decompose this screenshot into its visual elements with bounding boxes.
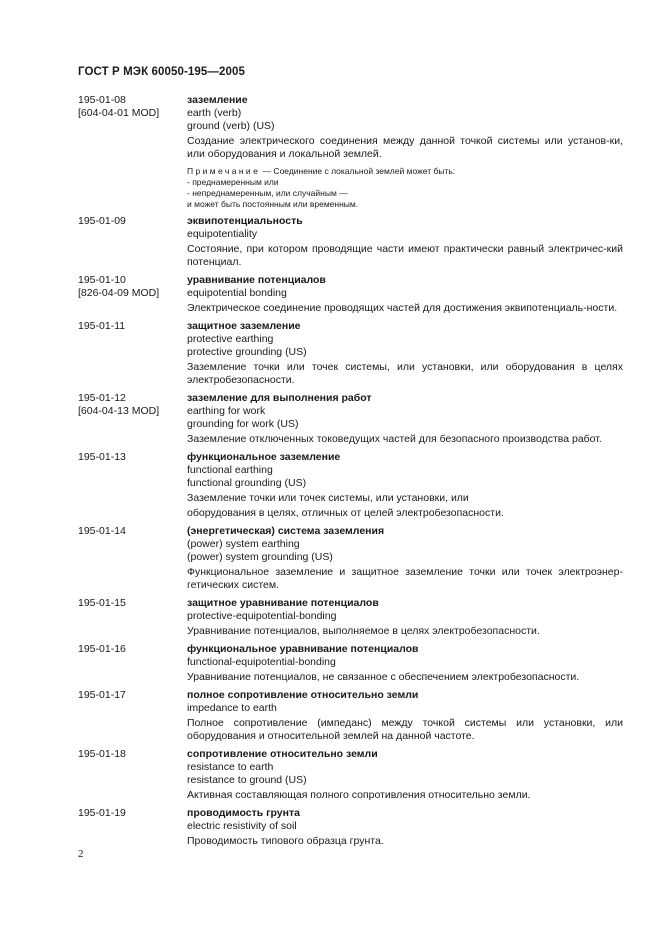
term-codes [78,94,186,120]
term-definition: Электрическое соединение проводящих частей для достижения эквипотенциаль-ности. [187,302,618,314]
term-codes [78,392,186,418]
term-title: полное сопротивление относительно земли [187,689,419,701]
term-ref-code: [604-04-01 MOD] [78,107,160,119]
term-entry [78,689,623,743]
term-codes [78,689,186,702]
term-code: 195-01-15 [78,597,126,609]
term-title: функциональное уравнивание потенциалов [187,643,419,655]
term-entry [78,94,623,210]
term-synonym: functional earthing [187,464,273,476]
term-synonym: (power) system grounding (US) [187,551,333,563]
term-title: (энергетическая) система заземления [187,525,385,537]
term-synonym: resistance to ground (US) [187,774,307,786]
terms-list [78,94,623,853]
term-entry [78,748,623,802]
term-definition: Активная составляющая полного сопротивления относительно земли. [187,789,531,801]
term-definition: Заземление отключенных токоведущих частей для безопасного производства работ. [187,433,602,445]
term-synonym: protective-equipotential-bonding [187,610,337,622]
term-code: 195-01-16 [78,643,126,655]
term-code: 195-01-08 [78,94,126,106]
term-body [187,274,623,315]
page-number: 2 [78,848,84,860]
term-title: защитное уравнивание потенциалов [187,597,379,609]
term-body [187,392,623,446]
term-code: 195-01-18 [78,748,126,760]
term-title: проводимость грунта [187,807,300,819]
term-synonym: equipotentiality [187,228,258,240]
term-body [187,597,623,638]
term-synonym: protective earthing [187,333,274,345]
note-line: — Соединение с локальной землей может быть: [260,166,456,176]
term-synonym: resistance to earth [187,761,274,773]
term-codes [78,215,186,228]
term-note [187,166,623,210]
term-synonym: functional-equipotential-bonding [187,656,336,668]
term-definition: Состояние, при котором проводящие части имеют практически равный электричес-кий потенциал. [187,243,623,268]
term-definition: Уравнивание потенциалов, не связанное с обеспечением электробезопасности. [187,671,580,683]
term-entry [78,451,623,520]
term-code: 195-01-11 [78,320,126,332]
term-codes [78,320,186,333]
term-body [187,451,623,520]
term-definition: Проводимость типового образца грунта. [187,835,384,847]
term-body [187,94,623,210]
term-synonym: functional grounding (US) [187,477,307,489]
term-definition: Создание электрического соединения между данной точкой системы или установ-ки, или оборудования и локальной землей. [187,135,623,160]
term-entry [78,643,623,684]
term-definition-continued: оборудования в целях, отличных от целей электробезопасности. [187,507,504,519]
term-title: сопротивление относительно земли [187,748,378,760]
term-entry [78,320,623,387]
term-title: эквипотенциальность [187,215,303,227]
term-codes [78,525,186,538]
term-synonym: impedance to earth [187,702,277,714]
term-synonym: grounding for work (US) [187,418,299,430]
term-synonym: protective grounding (US) [187,346,307,358]
term-title: уравнивание потенциалов [187,274,326,286]
term-codes [78,643,186,656]
note-line: - непреднамеренным, или случайным — [187,188,348,198]
term-code: 195-01-09 [78,215,126,227]
term-code: 195-01-17 [78,689,126,701]
term-definition: Заземление точки или точек системы, или установки, или [187,492,469,504]
term-codes [78,807,186,820]
term-title: функциональное заземление [187,451,341,463]
term-definition: Заземление точки или точек системы, или установки, или оборудования в целях электробезопасности. [187,361,623,386]
note-line: - преднамеренным или [187,177,279,187]
term-title: заземление [187,94,248,106]
term-entry [78,807,623,848]
term-codes [78,451,186,464]
term-codes [78,597,186,610]
term-body [187,807,623,848]
term-definition: Уравнивание потенциалов, выполняемое в целях электробезопасности. [187,625,540,637]
document-header: ГОСТ Р МЭК 60050-195—2005 [78,66,245,78]
term-body [187,215,623,269]
term-entry [78,597,623,638]
term-entry [78,392,623,446]
term-body [187,525,623,592]
term-title: защитное заземление [187,320,301,332]
term-synonym: (power) system earthing [187,538,300,550]
term-entry [78,274,623,315]
term-codes [78,748,186,761]
note-line: и может быть постоянным или временным. [187,199,359,209]
term-synonym: electric resistivity of soil [187,820,297,832]
term-synonym: earth (verb) [187,107,242,119]
term-body [187,748,623,802]
term-body [187,320,623,387]
term-definition: Функциональное заземление и защитное заземление точки или точек электроэнер-гетических систем. [187,566,623,591]
term-synonym: earthing for work [187,405,266,417]
term-synonym: ground (verb) (US) [187,120,275,132]
term-code: 195-01-12 [78,392,126,404]
term-codes [78,274,186,300]
term-code: 195-01-19 [78,807,126,819]
term-body [187,689,623,743]
note-label: Примечание [187,166,261,176]
term-synonym: equipotential bonding [187,287,287,299]
term-ref-code: [604-04-13 MOD] [78,405,160,417]
term-ref-code: [826-04-09 MOD] [78,287,160,299]
term-definition: Полное сопротивление (импеданс) между точкой системы или установки, или оборудования и относительной землей на данной частоте. [187,717,623,742]
term-code: 195-01-10 [78,274,126,286]
term-code: 195-01-14 [78,525,126,537]
term-entry [78,215,623,269]
term-entry [78,525,623,592]
term-body [187,643,623,684]
term-title: заземление для выполнения работ [187,392,372,404]
term-code: 195-01-13 [78,451,126,463]
